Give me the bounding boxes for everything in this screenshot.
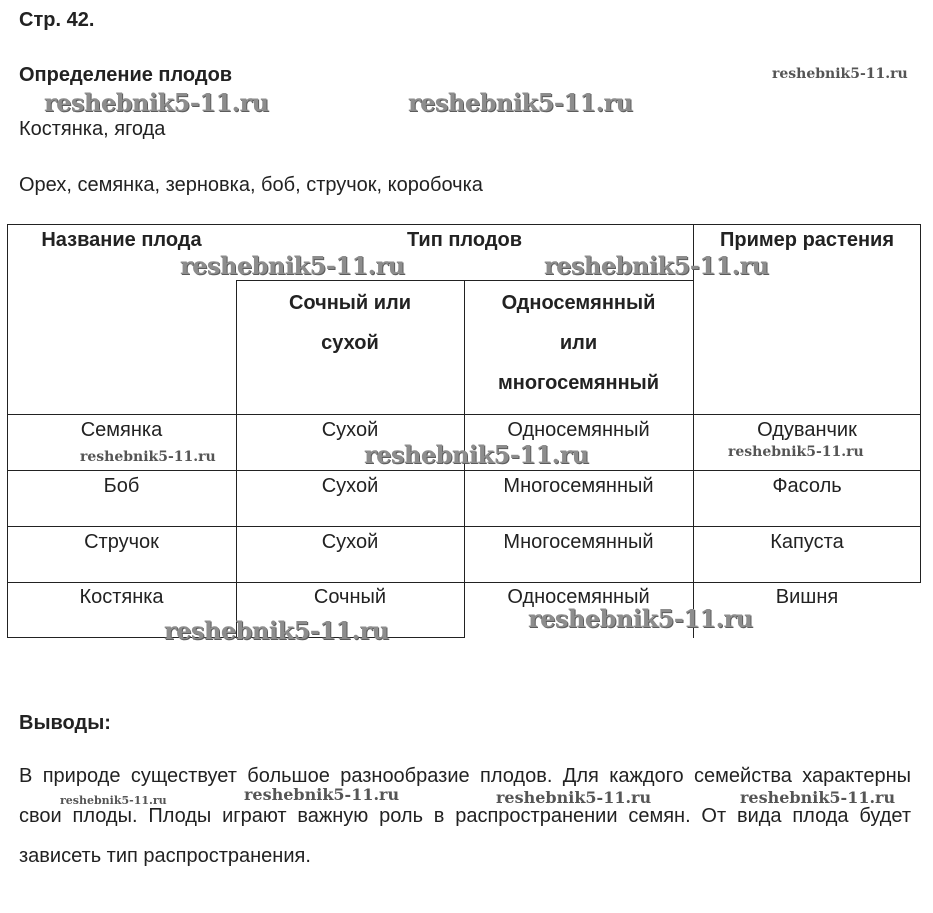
table-cell: Односемянный xyxy=(507,586,650,608)
watermark: reshebnik5-11.ru xyxy=(244,785,400,804)
conclusions-title: Выводы: xyxy=(19,712,111,734)
table-cell: Боб xyxy=(103,475,140,497)
header-plant-example: Пример растения xyxy=(719,229,894,251)
section-title: Определение плодов xyxy=(19,64,233,86)
table-cell: Одуванчик xyxy=(757,419,857,441)
table-cell: Односемянный xyxy=(507,419,650,441)
watermark: reshebnik5-11.ru xyxy=(164,616,389,645)
watermark: reshebnik5-11.ru xyxy=(740,788,896,807)
watermark: reshebnik5-11.ru xyxy=(544,251,769,280)
table-cell: Сухой xyxy=(321,475,379,497)
page-header: Стр. 42. xyxy=(19,9,95,31)
header-fruit-type: Тип плодов xyxy=(406,229,523,251)
watermark: reshebnik5-11.ru xyxy=(180,251,405,280)
watermark: reshebnik5-11.ru xyxy=(728,444,864,460)
table-cell: Стручок xyxy=(84,531,159,553)
watermark: reshebnik5-11.ru xyxy=(60,794,167,807)
table-cell: Многосемянный xyxy=(503,531,654,553)
header-fruit-name: Название плода xyxy=(41,229,202,251)
watermark: reshebnik5-11.ru xyxy=(496,788,652,807)
watermark: reshebnik5-11.ru xyxy=(44,88,269,117)
table-cell: Сочный xyxy=(313,586,387,608)
conclusions-text: В природе существует большое разнообразие плодов. Для каждого семейства характерны свои плоды. Плоды играют важную роль в распространении семян. От вида плода будет зависеть тип распространения. xyxy=(19,765,911,867)
watermark: reshebnik5-11.ru xyxy=(408,88,633,117)
header-seed-count xyxy=(464,283,693,403)
table-border xyxy=(920,224,921,582)
header-seed-count-line: или xyxy=(559,332,598,354)
table-cell: Костянка xyxy=(79,586,164,608)
header-juicy-or-dry-line: сухой xyxy=(321,332,379,354)
table-cell: Многосемянный xyxy=(503,475,654,497)
table-cell: Капуста xyxy=(770,531,844,553)
table-border xyxy=(7,224,921,225)
watermark: reshebnik5-11.ru xyxy=(364,440,589,469)
table-cell: Сухой xyxy=(321,531,379,553)
table-cell: Фасоль xyxy=(772,475,842,497)
watermark: reshebnik5-11.ru xyxy=(528,604,753,633)
header-seed-count-line: многосемянный xyxy=(497,372,660,394)
table-cell: Сухой xyxy=(321,419,379,441)
table-cell: Вишня xyxy=(775,586,839,608)
answer-line-1: Костянка, ягода xyxy=(19,118,166,140)
header-juicy-or-dry-line: Сочный или xyxy=(288,292,412,314)
table-cell: Семянка xyxy=(80,419,163,441)
answer-line-2: Орех, семянка, зерновка, боб, стручок, коробочка xyxy=(19,174,483,196)
header-seed-count-line: Односемянный xyxy=(501,292,656,314)
header-juicy-or-dry xyxy=(236,283,464,363)
fruit-table xyxy=(7,224,921,638)
watermark: reshebnik5-11.ru xyxy=(772,66,908,82)
watermark: reshebnik5-11.ru xyxy=(80,449,216,465)
